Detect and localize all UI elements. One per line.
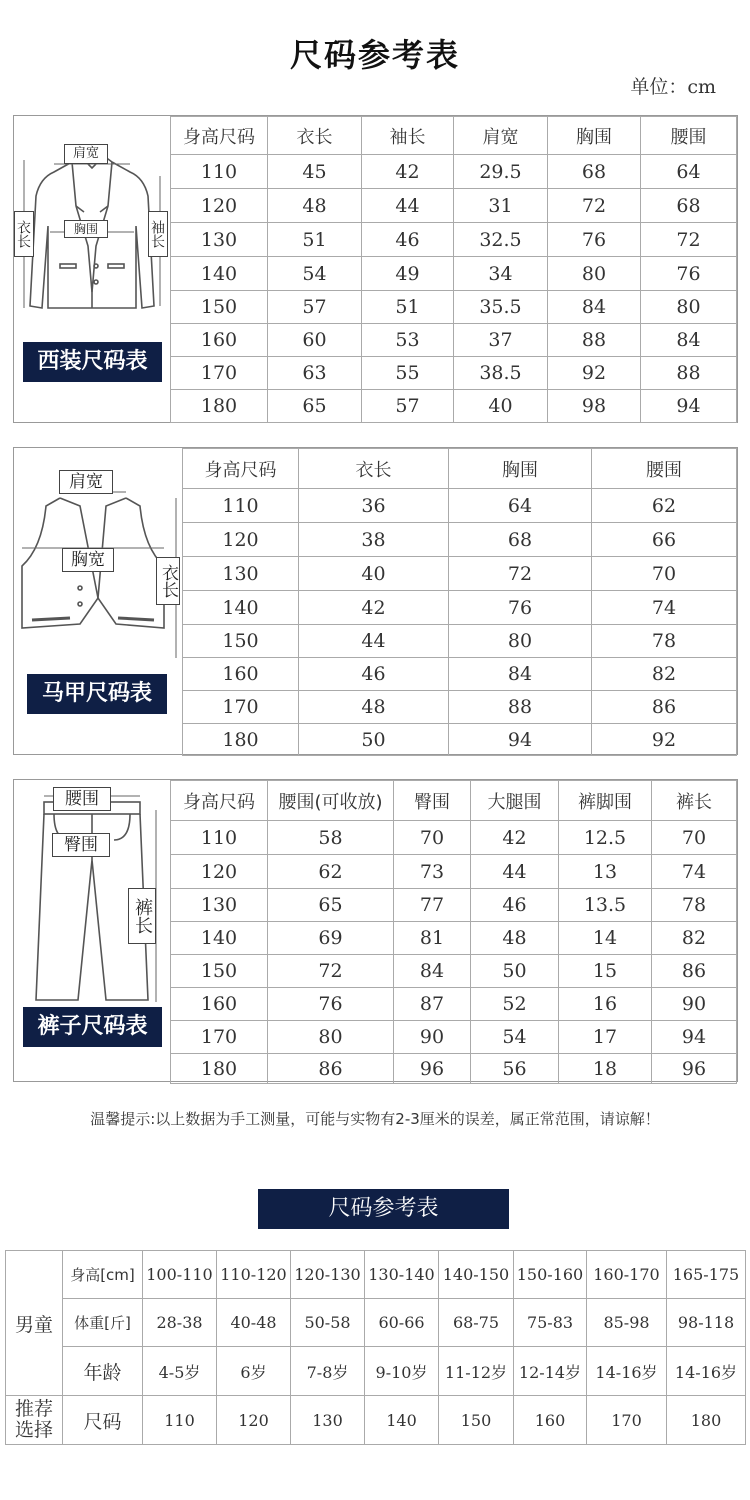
table-cell: 90	[394, 1021, 471, 1054]
table-cell: 110	[183, 489, 299, 523]
table-cell: 72	[641, 223, 737, 257]
vest-header-cell: 衣长	[299, 449, 449, 489]
table-cell: 180	[183, 724, 299, 756]
pants-waist-tag: 腰围	[53, 787, 111, 811]
table-cell: 110	[171, 821, 268, 855]
table-cell: 160	[171, 324, 268, 357]
pants-header-cell: 大腿围	[471, 781, 559, 821]
pants-header-row	[171, 781, 737, 821]
table-cell: 56	[471, 1054, 559, 1084]
table-cell: 53	[362, 324, 454, 357]
suit-header-cell: 胸围	[548, 117, 641, 155]
table-row	[171, 324, 737, 357]
height-cell: 160-170	[587, 1251, 667, 1299]
table-cell: 14	[559, 922, 652, 955]
table-row	[171, 189, 737, 223]
table-cell: 54	[471, 1021, 559, 1054]
table-row	[183, 691, 737, 724]
suit-header-cell: 袖长	[362, 117, 454, 155]
size-cell: 130	[291, 1396, 365, 1445]
table-cell: 32.5	[454, 223, 548, 257]
table-cell: 150	[183, 625, 299, 658]
table-cell: 160	[171, 988, 268, 1021]
table-cell: 13	[559, 855, 652, 889]
table-cell: 70	[652, 821, 737, 855]
unit-label: 单位：cm	[630, 76, 716, 98]
table-cell: 120	[171, 189, 268, 223]
table-cell: 80	[268, 1021, 394, 1054]
weight-cell: 28-38	[143, 1299, 217, 1347]
table-cell: 80	[548, 257, 641, 291]
pants-size-table	[170, 780, 737, 1084]
table-cell: 37	[454, 324, 548, 357]
table-cell: 180	[171, 390, 268, 423]
pick-label	[6, 1396, 63, 1445]
table-cell: 76	[548, 223, 641, 257]
table-cell: 73	[394, 855, 471, 889]
suit-header-cell: 肩宽	[454, 117, 548, 155]
height-cell: 150-160	[514, 1251, 587, 1299]
table-cell: 38	[299, 523, 449, 557]
table-cell: 96	[394, 1054, 471, 1084]
size-cell: 150	[439, 1396, 514, 1445]
table-cell: 76	[449, 591, 592, 625]
table-cell: 35.5	[454, 291, 548, 324]
table-cell: 140	[183, 591, 299, 625]
table-row	[171, 1054, 737, 1084]
table-cell: 49	[362, 257, 454, 291]
measurement-note: 温馨提示:以上数据为手工测量，可能与实物有2-3厘米的误差，属正常范围，请谅解！	[90, 1110, 660, 1128]
pants-header-cell: 裤脚围	[559, 781, 652, 821]
table-cell: 88	[449, 691, 592, 724]
age-cell: 14-16岁	[667, 1347, 746, 1396]
group-label: 男童	[6, 1251, 63, 1396]
weight-cell: 40-48	[217, 1299, 291, 1347]
table-cell: 84	[641, 324, 737, 357]
table-cell: 42	[299, 591, 449, 625]
table-row	[171, 988, 737, 1021]
table-cell: 80	[641, 291, 737, 324]
table-row	[183, 523, 737, 557]
vest-header-row	[183, 449, 737, 489]
table-cell: 90	[652, 988, 737, 1021]
size-cell: 110	[143, 1396, 217, 1445]
table-cell: 50	[471, 955, 559, 988]
table-cell: 65	[268, 390, 362, 423]
table-cell: 68	[641, 189, 737, 223]
table-row	[171, 922, 737, 955]
table-cell: 52	[471, 988, 559, 1021]
table-cell: 92	[592, 724, 737, 756]
table-cell: 45	[268, 155, 362, 189]
table-cell: 150	[171, 291, 268, 324]
table-cell: 76	[641, 257, 737, 291]
table-cell: 81	[394, 922, 471, 955]
age-cell: 14-16岁	[587, 1347, 667, 1396]
vest-chest-tag: 胸宽	[62, 548, 114, 572]
table-cell: 82	[652, 922, 737, 955]
table-row	[183, 658, 737, 691]
table-row	[171, 889, 737, 922]
table-cell: 76	[268, 988, 394, 1021]
table-cell: 46	[299, 658, 449, 691]
table-cell: 80	[449, 625, 592, 658]
table-row	[183, 625, 737, 658]
suit-length-tag: 衣长	[14, 211, 34, 257]
vest-caption: 马甲尺码表	[27, 674, 167, 714]
height-cell: 120-130	[291, 1251, 365, 1299]
table-cell: 58	[268, 821, 394, 855]
table-cell: 94	[641, 390, 737, 423]
age-cell: 12-14岁	[514, 1347, 587, 1396]
size-cell: 180	[667, 1396, 746, 1445]
table-cell: 60	[268, 324, 362, 357]
weight-cell: 68-75	[439, 1299, 514, 1347]
weight-label: 体重[斤]	[63, 1299, 143, 1347]
table-cell: 86	[268, 1054, 394, 1084]
pants-header-cell: 身高尺码	[171, 781, 268, 821]
size-cell: 120	[217, 1396, 291, 1445]
suit-shoulder-tag: 肩宽	[64, 144, 108, 164]
table-row	[183, 489, 737, 523]
height-cell: 100-110	[143, 1251, 217, 1299]
table-cell: 18	[559, 1054, 652, 1084]
table-cell: 78	[592, 625, 737, 658]
table-cell: 46	[362, 223, 454, 257]
table-row	[171, 291, 737, 324]
table-cell: 16	[559, 988, 652, 1021]
table-cell: 48	[299, 691, 449, 724]
table-row	[183, 557, 737, 591]
table-cell: 55	[362, 357, 454, 390]
table-cell: 130	[171, 223, 268, 257]
age-cell: 9-10岁	[365, 1347, 439, 1396]
table-cell: 74	[652, 855, 737, 889]
table-cell: 29.5	[454, 155, 548, 189]
table-cell: 160	[183, 658, 299, 691]
weight-cell: 75-83	[514, 1299, 587, 1347]
recommend-size-row	[6, 1396, 746, 1445]
table-cell: 51	[268, 223, 362, 257]
pants-header-cell: 裤长	[652, 781, 737, 821]
suit-header-cell: 衣长	[268, 117, 362, 155]
table-cell: 88	[641, 357, 737, 390]
table-cell: 86	[592, 691, 737, 724]
table-cell: 130	[183, 557, 299, 591]
table-cell: 170	[183, 691, 299, 724]
table-cell: 120	[183, 523, 299, 557]
table-cell: 48	[268, 189, 362, 223]
table-cell: 77	[394, 889, 471, 922]
table-cell: 69	[268, 922, 394, 955]
height-cell: 165-175	[667, 1251, 746, 1299]
table-cell: 57	[362, 390, 454, 423]
table-cell: 70	[394, 821, 471, 855]
table-row	[183, 724, 737, 756]
table-row	[171, 390, 737, 423]
table-cell: 110	[171, 155, 268, 189]
table-cell: 66	[592, 523, 737, 557]
table-cell: 180	[171, 1054, 268, 1084]
vest-length-tag: 衣长	[156, 557, 180, 605]
table-cell: 94	[449, 724, 592, 756]
age-cell: 4-5岁	[143, 1347, 217, 1396]
vest-header-cell: 胸围	[449, 449, 592, 489]
suit-chest-tag: 胸围	[64, 220, 108, 238]
recommend-weight-row	[6, 1299, 746, 1347]
table-row	[183, 591, 737, 625]
table-cell: 63	[268, 357, 362, 390]
table-cell: 96	[652, 1054, 737, 1084]
size-cell: 170	[587, 1396, 667, 1445]
table-cell: 140	[171, 257, 268, 291]
table-cell: 34	[454, 257, 548, 291]
table-cell: 120	[171, 855, 268, 889]
table-cell: 46	[471, 889, 559, 922]
suit-header-cell: 身高尺码	[171, 117, 268, 155]
table-cell: 82	[592, 658, 737, 691]
table-cell: 78	[652, 889, 737, 922]
table-row	[171, 855, 737, 889]
table-cell: 44	[471, 855, 559, 889]
table-cell: 94	[652, 1021, 737, 1054]
table-cell: 92	[548, 357, 641, 390]
vest-size-table	[182, 448, 737, 756]
table-row	[171, 357, 737, 390]
table-cell: 51	[362, 291, 454, 324]
table-cell: 140	[171, 922, 268, 955]
recommend-banner: 尺码参考表	[258, 1189, 509, 1229]
age-cell: 11-12岁	[439, 1347, 514, 1396]
table-cell: 42	[362, 155, 454, 189]
pants-header-cell: 腰围(可收放)	[268, 781, 394, 821]
table-cell: 62	[268, 855, 394, 889]
table-cell: 170	[171, 357, 268, 390]
table-cell: 57	[268, 291, 362, 324]
pants-header-cell: 臀围	[394, 781, 471, 821]
table-cell: 44	[299, 625, 449, 658]
table-row	[171, 257, 737, 291]
weight-cell: 85-98	[587, 1299, 667, 1347]
table-cell: 12.5	[559, 821, 652, 855]
table-cell: 70	[592, 557, 737, 591]
table-cell: 84	[394, 955, 471, 988]
table-row	[171, 155, 737, 189]
vest-shoulder-tag: 肩宽	[59, 470, 113, 494]
table-cell: 50	[299, 724, 449, 756]
table-cell: 87	[394, 988, 471, 1021]
table-cell: 38.5	[454, 357, 548, 390]
age-cell: 6岁	[217, 1347, 291, 1396]
recommend-table	[5, 1250, 746, 1445]
table-cell: 170	[171, 1021, 268, 1054]
page-title: 尺码参考表	[289, 36, 460, 74]
table-row	[171, 1021, 737, 1054]
table-cell: 74	[592, 591, 737, 625]
pants-caption: 裤子尺码表	[23, 1007, 162, 1047]
table-cell: 40	[454, 390, 548, 423]
age-cell: 7-8岁	[291, 1347, 365, 1396]
table-cell: 72	[548, 189, 641, 223]
table-cell: 88	[548, 324, 641, 357]
table-cell: 44	[362, 189, 454, 223]
weight-cell: 98-118	[667, 1299, 746, 1347]
table-cell: 42	[471, 821, 559, 855]
table-row	[171, 223, 737, 257]
table-cell: 84	[548, 291, 641, 324]
size-cell: 160	[514, 1396, 587, 1445]
vest-header-cell: 身高尺码	[183, 449, 299, 489]
table-cell: 54	[268, 257, 362, 291]
table-cell: 36	[299, 489, 449, 523]
age-label: 年龄	[63, 1347, 143, 1396]
height-cell: 110-120	[217, 1251, 291, 1299]
table-cell: 31	[454, 189, 548, 223]
table-cell: 62	[592, 489, 737, 523]
table-cell: 64	[449, 489, 592, 523]
suit-header-row	[171, 117, 737, 155]
table-cell: 48	[471, 922, 559, 955]
table-cell: 15	[559, 955, 652, 988]
pants-hip-tag: 臀围	[52, 833, 110, 857]
table-cell: 13.5	[559, 889, 652, 922]
height-label: 身高[cm]	[63, 1251, 143, 1299]
pick-label-text: 推荐选择	[14, 1398, 53, 1441]
table-cell: 98	[548, 390, 641, 423]
table-cell: 72	[449, 557, 592, 591]
table-cell: 72	[268, 955, 394, 988]
size-cell: 140	[365, 1396, 439, 1445]
pants-length-tag: 裤长	[128, 888, 156, 944]
table-cell: 40	[299, 557, 449, 591]
table-cell: 68	[548, 155, 641, 189]
table-cell: 150	[171, 955, 268, 988]
recommend-age-row	[6, 1347, 746, 1396]
table-row	[171, 821, 737, 855]
weight-cell: 60-66	[365, 1299, 439, 1347]
table-row	[171, 955, 737, 988]
height-cell: 130-140	[365, 1251, 439, 1299]
suit-caption: 西装尺码表	[23, 342, 162, 382]
table-cell: 84	[449, 658, 592, 691]
weight-cell: 50-58	[291, 1299, 365, 1347]
suit-sleeve-tag: 袖长	[148, 211, 168, 257]
table-cell: 86	[652, 955, 737, 988]
vest-header-cell: 腰围	[592, 449, 737, 489]
height-cell: 140-150	[439, 1251, 514, 1299]
table-cell: 65	[268, 889, 394, 922]
table-cell: 64	[641, 155, 737, 189]
table-cell: 17	[559, 1021, 652, 1054]
table-cell: 68	[449, 523, 592, 557]
suit-header-cell: 腰围	[641, 117, 737, 155]
table-cell: 130	[171, 889, 268, 922]
recommend-height-row	[6, 1251, 746, 1299]
suit-size-table	[170, 116, 737, 423]
size-label: 尺码	[63, 1396, 143, 1445]
